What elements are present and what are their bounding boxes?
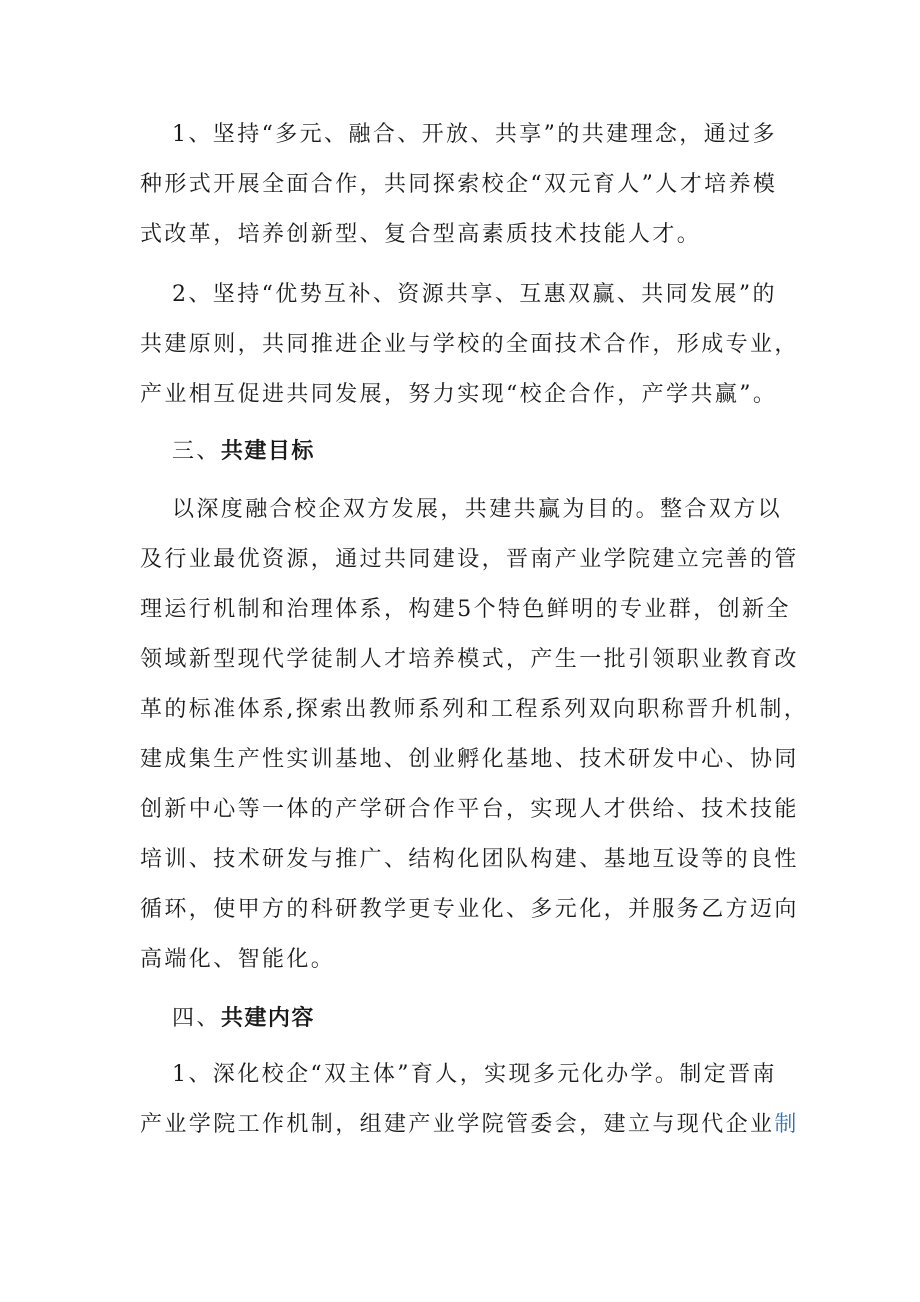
para1-line3: 式改革，培养创新型、复合型高素质技术技能人才。 [140, 222, 702, 247]
para3-line4: 领域新型现代学徒制人才培养模式，产生一批引领职业教育改 [140, 647, 799, 672]
para3-line5: 革的标准体系,探索出教师系列和工程系列双向职称晋升机制， [140, 697, 809, 722]
para3-line3: 理运行机制和治理体系，构建5个特色鲜明的专业群，创新全 [140, 597, 791, 622]
para1-line2: 种形式开展全面合作，共同探索校企“双元育人”人才培养模 [140, 172, 778, 197]
heading3-prefix: 三、 [172, 439, 221, 464]
para3-line9: 循环，使甲方的科研教学更专业化、多元化，并服务乙方迈向 [140, 897, 799, 922]
heading4-prefix: 四、 [172, 1006, 221, 1031]
para3-line6: 建成集生产性实训基地、创业孵化基地、技术研发中心、协同 [140, 747, 799, 772]
para4-line2-text: 产业学院工作机制，组建产业学院管委会，建立与现代企业 [140, 1112, 775, 1137]
para3-line10: 高端化、智能化。 [140, 947, 336, 972]
para2-line1: 2、坚持“优势互补、资源共享、互惠双赢、共同发展”的 [172, 282, 777, 307]
para1-line1: 1、坚持“多元、融合、开放、共享”的共建理念，通过多 [172, 122, 777, 147]
para2-line2: 共建原则，共同推进企业与学校的全面技术合作，形成专业， [140, 332, 799, 357]
heading4-title: 共建内容 [220, 1005, 315, 1031]
section-heading-4 [172, 1003, 785, 1034]
para3-line2: 及行业最优资源，通过共同建设，晋南产业学院建立完善的管 [140, 547, 799, 572]
heading3-title: 共建目标 [220, 438, 315, 464]
para3-line1: 以深度融合校企双方发展，共建共赢为目的。整合双方以 [172, 497, 783, 522]
section-heading-3 [172, 436, 785, 467]
para3-line8: 培训、技术研发与推广、结构化团队构建、基地互设等的良性 [140, 847, 799, 872]
para4-line1: 1、深化校企“双主体”育人，实现多元化办学。制定晋南 [172, 1062, 777, 1087]
para2-line3: 产业相互促进共同发展，努力实现“校企合作，产学共赢”。 [140, 382, 778, 407]
para4-line2-tail: 制 [774, 1112, 799, 1137]
para4-line2 [140, 1110, 799, 1140]
para3-line7: 创新中心等一体的产学研合作平台，实现人才供给、技术技能 [140, 797, 799, 822]
